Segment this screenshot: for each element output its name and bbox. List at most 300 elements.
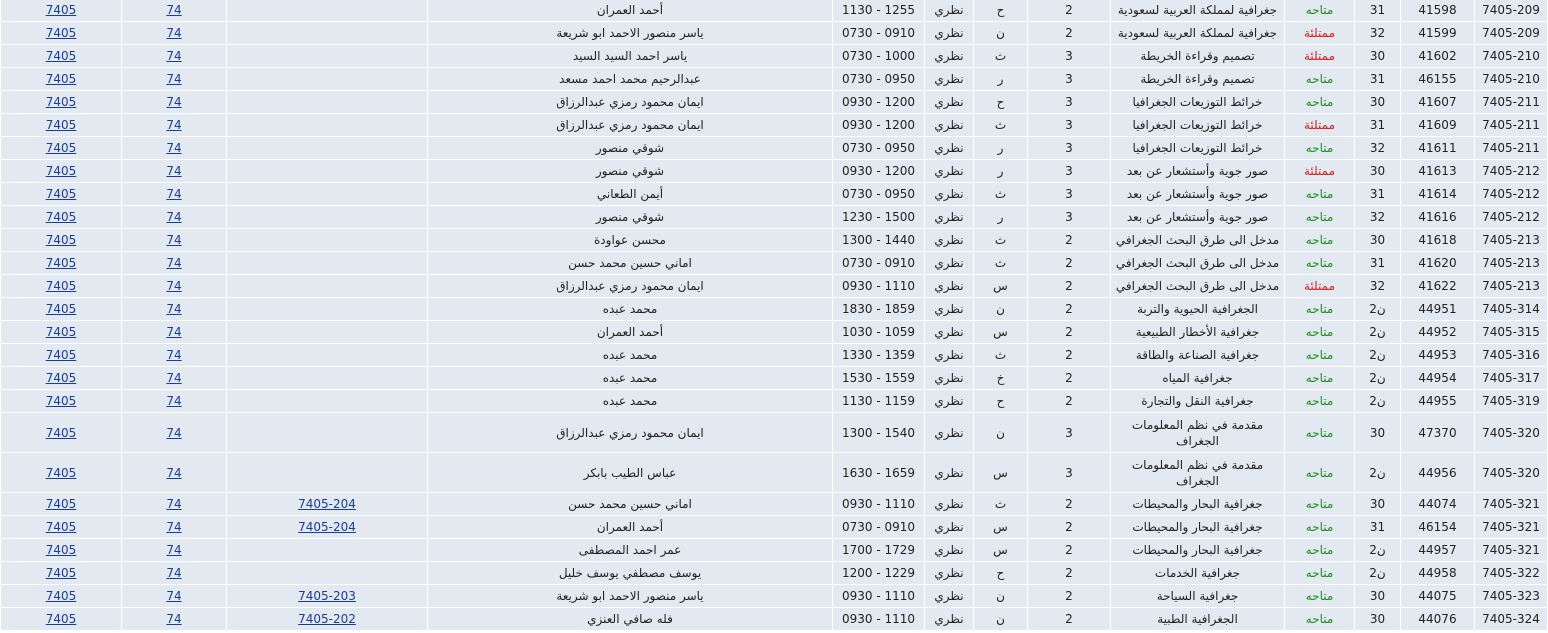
section-cell: 30 — [1355, 229, 1400, 251]
course-code-cell: 7405-317 — [1475, 367, 1547, 389]
time-cell: 1130 - 1159 — [833, 390, 924, 412]
status-cell: متاحه — [1285, 562, 1354, 584]
prerequisite-cell[interactable] — [227, 562, 427, 584]
prerequisite-cell[interactable] — [227, 321, 427, 343]
section-cell: 32 — [1355, 275, 1400, 297]
table-row — [1, 367, 1547, 389]
credit-cell[interactable] — [122, 413, 226, 452]
credit-cell[interactable] — [122, 252, 226, 274]
department-cell[interactable] — [1, 114, 121, 136]
department-cell[interactable] — [1, 390, 121, 412]
department-link[interactable]: 7405 — [45, 118, 77, 132]
crn-cell: 44952 — [1401, 321, 1474, 343]
department-link[interactable]: 7405 — [45, 589, 77, 603]
hours-cell: 2 — [1028, 367, 1110, 389]
credit-link[interactable]: 74 — [166, 95, 182, 109]
course-code-cell: 7405-210 — [1475, 68, 1547, 90]
crn-cell: 46154 — [1401, 516, 1474, 538]
credit-cell[interactable] — [122, 585, 226, 607]
credit-link[interactable]: 74 — [166, 566, 182, 580]
day-cell: ر — [974, 206, 1027, 228]
time-cell: 0730 - 0950 — [833, 137, 924, 159]
status-cell: متاحه — [1285, 367, 1354, 389]
course-name-cell: تصميم وقراءة الخريطة — [1111, 68, 1284, 90]
department-link[interactable]: 7405 — [45, 348, 77, 362]
prerequisite-cell[interactable] — [227, 114, 427, 136]
instructor-cell: عبدالرحيم محمد احمد مسعد — [428, 68, 832, 90]
time-cell: 0930 - 1110 — [833, 608, 924, 630]
course-code-cell: 7405-321 — [1475, 516, 1547, 538]
department-link[interactable]: 7405 — [45, 26, 77, 40]
department-link[interactable]: 7405 — [45, 371, 77, 385]
department-cell[interactable] — [1, 275, 121, 297]
crn-cell: 44958 — [1401, 562, 1474, 584]
section-cell: 30 — [1355, 91, 1400, 113]
prerequisite-link[interactable]: 7405-203 — [298, 589, 356, 603]
time-cell: 0730 - 1000 — [833, 45, 924, 67]
course-name-cell: جغرافية البحار والمحيطات — [1111, 493, 1284, 515]
hours-cell: 3 — [1028, 114, 1110, 136]
department-cell[interactable] — [1, 0, 121, 21]
course-name-cell: الجغرافية الحيوية والتربة — [1111, 298, 1284, 320]
section-cell: 32 — [1355, 137, 1400, 159]
crn-cell: 44957 — [1401, 539, 1474, 561]
table-row — [1, 160, 1547, 182]
status-cell: متاحه — [1285, 516, 1354, 538]
type-cell: نظري — [925, 367, 973, 389]
course-name-cell: الجغرافية الطبية — [1111, 608, 1284, 630]
department-link[interactable]: 7405 — [45, 425, 77, 440]
day-cell: ن — [974, 608, 1027, 630]
department-link[interactable]: 7405 — [45, 187, 77, 201]
course-code-cell: 7405-320 — [1475, 413, 1547, 452]
section-cell: 30 — [1355, 608, 1400, 630]
table-row — [1, 390, 1547, 412]
course-name-cell: مقدمة في نظم المعلومات الجغراف — [1111, 413, 1284, 452]
prerequisite-cell[interactable] — [227, 608, 427, 630]
credit-link[interactable]: 74 — [166, 589, 182, 603]
department-link[interactable]: 7405 — [45, 543, 77, 557]
credit-cell[interactable] — [122, 183, 226, 205]
credit-cell[interactable] — [122, 539, 226, 561]
credit-link[interactable]: 74 — [166, 233, 182, 247]
crn-cell: 41620 — [1401, 252, 1474, 274]
time-cell: 0930 - 1110 — [833, 493, 924, 515]
credit-cell[interactable] — [122, 298, 226, 320]
section-cell: 31 — [1355, 252, 1400, 274]
prerequisite-cell[interactable] — [227, 585, 427, 607]
hours-cell: 2 — [1028, 539, 1110, 561]
hours-cell: 3 — [1028, 91, 1110, 113]
department-link[interactable]: 7405 — [45, 520, 77, 534]
hours-cell: 3 — [1028, 413, 1110, 452]
table-row — [1, 183, 1547, 205]
credit-cell[interactable] — [122, 229, 226, 251]
credit-cell[interactable] — [122, 206, 226, 228]
status-cell: متاحه — [1285, 183, 1354, 205]
credit-cell[interactable] — [122, 390, 226, 412]
instructor-cell: فله صافي العنزي — [428, 608, 832, 630]
section-cell: 30 — [1355, 493, 1400, 515]
department-cell[interactable] — [1, 206, 121, 228]
hours-cell: 2 — [1028, 275, 1110, 297]
prerequisite-cell[interactable] — [227, 367, 427, 389]
day-cell: ر — [974, 137, 1027, 159]
day-cell: ر — [974, 68, 1027, 90]
instructor-cell: أحمد العمران — [428, 516, 832, 538]
department-link[interactable]: 7405 — [45, 3, 77, 17]
type-cell: نظري — [925, 45, 973, 67]
table-row — [1, 298, 1547, 320]
section-cell: ن2 — [1355, 390, 1400, 412]
department-cell[interactable] — [1, 298, 121, 320]
credit-link[interactable]: 74 — [166, 302, 182, 316]
course-name-cell: جغرافية الصناعة والطاقة — [1111, 344, 1284, 366]
course-name-cell: مدخل الى طرق البحث الجغرافي — [1111, 252, 1284, 274]
prerequisite-link[interactable]: 7405-204 — [298, 497, 356, 511]
prerequisite-link[interactable]: 7405-202 — [298, 612, 356, 626]
hours-cell: 3 — [1028, 137, 1110, 159]
time-cell: 1530 - 1559 — [833, 367, 924, 389]
credit-link[interactable]: 74 — [166, 279, 182, 293]
status-cell: متاحه — [1285, 453, 1354, 492]
credit-cell[interactable] — [122, 91, 226, 113]
department-cell[interactable] — [1, 22, 121, 44]
type-cell: نظري — [925, 22, 973, 44]
credit-cell[interactable] — [122, 160, 226, 182]
section-cell: ن2 — [1355, 562, 1400, 584]
department-link[interactable]: 7405 — [45, 302, 77, 316]
hours-cell: 2 — [1028, 0, 1110, 21]
table-row — [1, 137, 1547, 159]
prerequisite-cell[interactable] — [227, 539, 427, 561]
course-code-cell: 7405-321 — [1475, 539, 1547, 561]
credit-cell[interactable] — [122, 516, 226, 538]
crn-cell: 41598 — [1401, 0, 1474, 21]
credit-link[interactable]: 74 — [166, 141, 182, 155]
credit-cell[interactable] — [122, 0, 226, 21]
instructor-cell: اماني حسين محمد حسن — [428, 493, 832, 515]
prerequisite-cell[interactable] — [227, 91, 427, 113]
course-name-cell: صور جوية وأستشعار عن بعد — [1111, 183, 1284, 205]
credit-link[interactable]: 74 — [166, 256, 182, 270]
instructor-cell: شوقي منصور — [428, 206, 832, 228]
status-cell: ممتلئة — [1285, 160, 1354, 182]
status-cell: متاحه — [1285, 298, 1354, 320]
day-cell: ن — [974, 413, 1027, 452]
course-code-cell: 7405-213 — [1475, 229, 1547, 251]
status-cell: متاحه — [1285, 321, 1354, 343]
status-cell: متاحه — [1285, 252, 1354, 274]
type-cell: نظري — [925, 453, 973, 492]
crn-cell: 41609 — [1401, 114, 1474, 136]
prerequisite-link[interactable]: 7405-204 — [298, 520, 356, 534]
credit-link[interactable]: 74 — [166, 164, 182, 178]
prerequisite-cell[interactable] — [227, 22, 427, 44]
section-cell: 30 — [1355, 160, 1400, 182]
day-cell: س — [974, 539, 1027, 561]
credit-cell[interactable] — [122, 321, 226, 343]
table-row — [1, 585, 1547, 607]
instructor-cell: يوسف مصطفي يوسف خليل — [428, 562, 832, 584]
department-link[interactable]: 7405 — [45, 233, 77, 247]
section-cell: 31 — [1355, 114, 1400, 136]
course-name-cell: صور جوية وأستشعار عن بعد — [1111, 206, 1284, 228]
credit-link[interactable]: 74 — [166, 49, 182, 63]
department-cell[interactable] — [1, 493, 121, 515]
department-link[interactable]: 7405 — [45, 164, 77, 178]
table-row — [1, 0, 1547, 21]
credit-link[interactable]: 74 — [166, 465, 182, 480]
time-cell: 1030 - 1059 — [833, 321, 924, 343]
department-link[interactable]: 7405 — [45, 210, 77, 224]
type-cell: نظري — [925, 229, 973, 251]
course-code-cell: 7405-211 — [1475, 137, 1547, 159]
course-code-cell: 7405-316 — [1475, 344, 1547, 366]
table-row — [1, 275, 1547, 297]
credit-link[interactable]: 74 — [166, 425, 182, 440]
crn-cell: 44075 — [1401, 585, 1474, 607]
crn-cell: 41611 — [1401, 137, 1474, 159]
credit-cell[interactable] — [122, 275, 226, 297]
crn-cell: 41614 — [1401, 183, 1474, 205]
credit-cell[interactable] — [122, 493, 226, 515]
department-cell[interactable] — [1, 539, 121, 561]
department-link[interactable]: 7405 — [45, 141, 77, 155]
table-row — [1, 68, 1547, 90]
status-cell: متاحه — [1285, 68, 1354, 90]
hours-cell: 2 — [1028, 298, 1110, 320]
time-cell: 1700 - 1729 — [833, 539, 924, 561]
credit-cell[interactable] — [122, 344, 226, 366]
day-cell: س — [974, 275, 1027, 297]
time-cell: 1330 - 1359 — [833, 344, 924, 366]
status-cell: ممتلئة — [1285, 114, 1354, 136]
prerequisite-cell[interactable] — [227, 275, 427, 297]
table-row — [1, 493, 1547, 515]
crn-cell: 41599 — [1401, 22, 1474, 44]
type-cell: نظري — [925, 344, 973, 366]
instructor-cell: محمد عبده — [428, 344, 832, 366]
department-link[interactable]: 7405 — [45, 256, 77, 270]
course-name-cell: جغرافية الأخطار الطبيعية — [1111, 321, 1284, 343]
type-cell: نظري — [925, 206, 973, 228]
department-link[interactable]: 7405 — [45, 566, 77, 580]
table-row — [1, 22, 1547, 44]
department-link[interactable]: 7405 — [45, 325, 77, 339]
table-row — [1, 562, 1547, 584]
day-cell: ح — [974, 0, 1027, 21]
course-name-cell: جغرافية لمملكة العربية لسعودية — [1111, 0, 1284, 21]
department-link[interactable]: 7405 — [45, 49, 77, 63]
credit-link[interactable]: 74 — [166, 26, 182, 40]
credit-link[interactable]: 74 — [166, 543, 182, 557]
table-row — [1, 344, 1547, 366]
hours-cell: 3 — [1028, 160, 1110, 182]
prerequisite-cell[interactable] — [227, 453, 427, 492]
crn-cell: 44074 — [1401, 493, 1474, 515]
instructor-cell: ياسر احمد السيد السيد — [428, 45, 832, 67]
credit-link[interactable]: 74 — [166, 348, 182, 362]
section-cell: 32 — [1355, 206, 1400, 228]
course-code-cell: 7405-211 — [1475, 91, 1547, 113]
credit-link[interactable]: 74 — [166, 72, 182, 86]
time-cell: 0730 - 0950 — [833, 183, 924, 205]
department-cell[interactable] — [1, 229, 121, 251]
instructor-cell: محمد عبده — [428, 367, 832, 389]
crn-cell: 44076 — [1401, 608, 1474, 630]
hours-cell: 2 — [1028, 229, 1110, 251]
status-cell: متاحه — [1285, 413, 1354, 452]
type-cell: نظري — [925, 114, 973, 136]
instructor-cell: ياسر منصور الاحمد ابو شريعة — [428, 22, 832, 44]
credit-link[interactable]: 74 — [166, 497, 182, 511]
prerequisite-cell[interactable] — [227, 298, 427, 320]
credit-link[interactable]: 74 — [166, 325, 182, 339]
department-cell[interactable] — [1, 516, 121, 538]
credit-link[interactable]: 74 — [166, 371, 182, 385]
day-cell: س — [974, 321, 1027, 343]
prerequisite-cell[interactable] — [227, 137, 427, 159]
crn-cell: 41602 — [1401, 45, 1474, 67]
department-cell[interactable] — [1, 160, 121, 182]
prerequisite-cell[interactable] — [227, 229, 427, 251]
time-cell: 0730 - 0910 — [833, 252, 924, 274]
day-cell: ث — [974, 114, 1027, 136]
department-link[interactable]: 7405 — [45, 95, 77, 109]
credit-link[interactable]: 74 — [166, 210, 182, 224]
status-cell: متاحه — [1285, 91, 1354, 113]
department-cell[interactable] — [1, 91, 121, 113]
department-link[interactable]: 7405 — [45, 497, 77, 511]
course-name-cell: تصميم وقراءة الخريطة — [1111, 45, 1284, 67]
time-cell: 1130 - 1255 — [833, 0, 924, 21]
department-cell[interactable] — [1, 413, 121, 452]
credit-cell[interactable] — [122, 562, 226, 584]
department-cell[interactable] — [1, 585, 121, 607]
credit-link[interactable]: 74 — [166, 118, 182, 132]
credit-cell[interactable] — [122, 114, 226, 136]
table-row — [1, 608, 1547, 630]
type-cell: نظري — [925, 413, 973, 452]
hours-cell: 2 — [1028, 516, 1110, 538]
credit-link[interactable]: 74 — [166, 187, 182, 201]
credit-cell[interactable] — [122, 453, 226, 492]
department-link[interactable]: 7405 — [45, 279, 77, 293]
section-cell: 31 — [1355, 183, 1400, 205]
type-cell: نظري — [925, 390, 973, 412]
department-cell[interactable] — [1, 183, 121, 205]
type-cell: نظري — [925, 137, 973, 159]
crn-cell: 44956 — [1401, 453, 1474, 492]
course-code-cell: 7405-209 — [1475, 0, 1547, 21]
department-link[interactable]: 7405 — [45, 612, 77, 626]
type-cell: نظري — [925, 516, 973, 538]
table-row — [1, 321, 1547, 343]
course-code-cell: 7405-322 — [1475, 562, 1547, 584]
prerequisite-cell[interactable] — [227, 160, 427, 182]
course-code-cell: 7405-314 — [1475, 298, 1547, 320]
department-link[interactable]: 7405 — [45, 72, 77, 86]
course-code-cell: 7405-213 — [1475, 252, 1547, 274]
department-cell[interactable] — [1, 321, 121, 343]
time-cell: 1830 - 1859 — [833, 298, 924, 320]
credit-cell[interactable] — [122, 608, 226, 630]
section-cell: 30 — [1355, 45, 1400, 67]
day-cell: ن — [974, 22, 1027, 44]
prerequisite-cell[interactable] — [227, 413, 427, 452]
table-row — [1, 45, 1547, 67]
department-cell[interactable] — [1, 608, 121, 630]
day-cell: ث — [974, 252, 1027, 274]
instructor-cell: محمد عبده — [428, 298, 832, 320]
instructor-cell: أحمد العمران — [428, 321, 832, 343]
type-cell: نظري — [925, 183, 973, 205]
course-name-cell: مدخل الى طرق البحث الجغرافي — [1111, 229, 1284, 251]
prerequisite-cell[interactable] — [227, 516, 427, 538]
prerequisite-cell[interactable] — [227, 68, 427, 90]
section-cell: 30 — [1355, 413, 1400, 452]
course-name-cell: جغرافية البحار والمحيطات — [1111, 516, 1284, 538]
credit-cell[interactable] — [122, 137, 226, 159]
department-cell[interactable] — [1, 344, 121, 366]
department-link[interactable]: 7405 — [45, 465, 77, 480]
prerequisite-cell[interactable] — [227, 45, 427, 67]
prerequisite-cell[interactable] — [227, 0, 427, 21]
type-cell: نظري — [925, 68, 973, 90]
department-cell[interactable] — [1, 137, 121, 159]
instructor-cell: محسن عواودة — [428, 229, 832, 251]
department-cell[interactable] — [1, 367, 121, 389]
credit-link[interactable]: 74 — [166, 3, 182, 17]
department-cell[interactable] — [1, 68, 121, 90]
type-cell: نظري — [925, 562, 973, 584]
credit-cell[interactable] — [122, 367, 226, 389]
instructor-cell: ايمان محمود رمزي عبدالرزاق — [428, 91, 832, 113]
hours-cell: 3 — [1028, 453, 1110, 492]
prerequisite-cell[interactable] — [227, 252, 427, 274]
department-cell[interactable] — [1, 453, 121, 492]
credit-link[interactable]: 74 — [166, 520, 182, 534]
table-row — [1, 206, 1547, 228]
day-cell: ح — [974, 562, 1027, 584]
table-row — [1, 539, 1547, 561]
day-cell: ح — [974, 390, 1027, 412]
prerequisite-cell[interactable] — [227, 344, 427, 366]
credit-cell[interactable] — [122, 22, 226, 44]
prerequisite-cell[interactable] — [227, 206, 427, 228]
credit-cell[interactable] — [122, 68, 226, 90]
credit-cell[interactable] — [122, 45, 226, 67]
prerequisite-cell[interactable] — [227, 183, 427, 205]
time-cell: 0930 - 1200 — [833, 114, 924, 136]
department-cell[interactable] — [1, 45, 121, 67]
instructor-cell: ايمان محمود رمزي عبدالرزاق — [428, 413, 832, 452]
department-cell[interactable] — [1, 562, 121, 584]
department-cell[interactable] — [1, 252, 121, 274]
prerequisite-cell[interactable] — [227, 390, 427, 412]
status-cell: متاحه — [1285, 206, 1354, 228]
crn-cell: 44955 — [1401, 390, 1474, 412]
department-link[interactable]: 7405 — [45, 394, 77, 408]
instructor-cell: عباس الطيب بابكر — [428, 453, 832, 492]
status-cell: متاحه — [1285, 493, 1354, 515]
course-name-cell: خرائط التوزيعات الجغرافيا — [1111, 114, 1284, 136]
credit-link[interactable]: 74 — [166, 612, 182, 626]
credit-link[interactable]: 74 — [166, 394, 182, 408]
prerequisite-cell[interactable] — [227, 493, 427, 515]
course-code-cell: 7405-212 — [1475, 183, 1547, 205]
